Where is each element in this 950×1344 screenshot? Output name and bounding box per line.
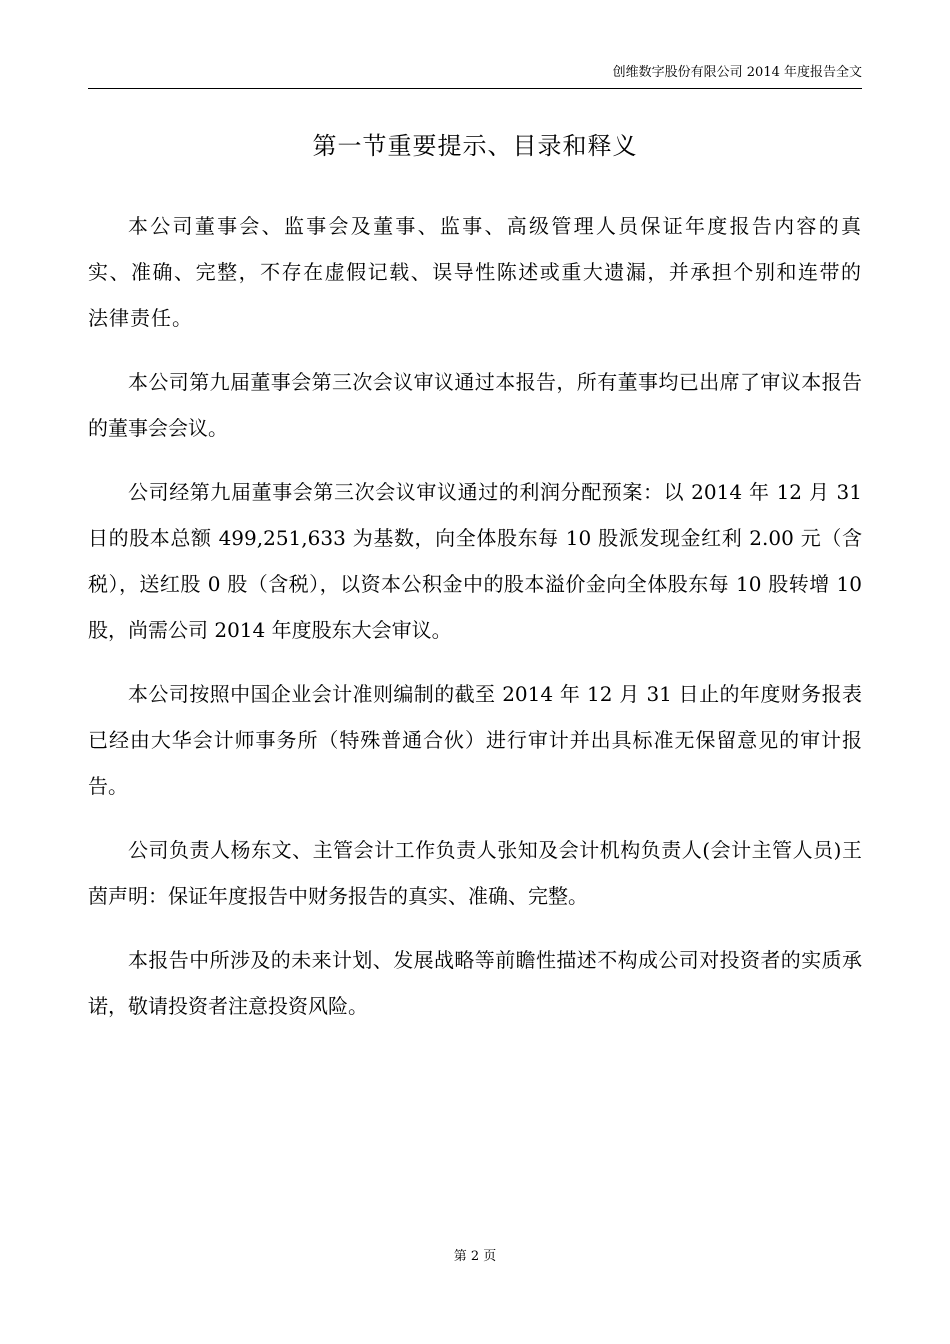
paragraph-forward-looking: 本报告中所涉及的未来计划、发展战略等前瞻性描述不构成公司对投资者的实质承诺，敬请投资者注意投资风险。 xyxy=(88,948,862,1018)
body-text xyxy=(88,203,862,1047)
paragraph-board-approval: 本公司第九届董事会第三次会议审议通过本报告，所有董事均已出席了审议本报告的董事会会议。 xyxy=(88,370,862,440)
paragraph-profit-distribution: 公司经第九届董事会第三次会议审议通过的利润分配预案：以 2014 年 12 月 31 日的股本总额 499,251,633 为基数，向全体股东每 10 股派发现金红利 2.00 元（含税），送红股 0 股（含税），以资本公积金中的股本溢价金向全体股东每 10 股转增 10 股，尚需公司 2014 年度股东大会审议。 xyxy=(88,480,862,642)
running-header xyxy=(88,58,862,89)
paragraph-responsible-persons: 公司负责人杨东文、主管会计工作负责人张知及会计机构负责人(会计主管人员)王茵声明：保证年度报告中财务报告的真实、准确、完整。 xyxy=(88,838,862,908)
running-header-title: 创维数字股份有限公司 2014 年度报告全文 xyxy=(612,65,862,80)
paragraph-board-guarantee: 本公司董事会、监事会及董事、监事、高级管理人员保证年度报告内容的真实、准确、完整，不存在虚假记载、误导性陈述或重大遗漏，并承担个别和连带的法律责任。 xyxy=(88,214,862,330)
page-number: 第 2 页 xyxy=(453,1249,497,1264)
paragraph-audit-opinion: 本公司按照中国企业会计准则编制的截至 2014 年 12 月 31 日止的年度财务报表已经由大华会计师事务所（特殊普通合伙）进行审计并出具标准无保留意见的审计报告。 xyxy=(88,682,862,798)
section-title: 第一节重要提示、目录和释义 xyxy=(312,132,638,160)
